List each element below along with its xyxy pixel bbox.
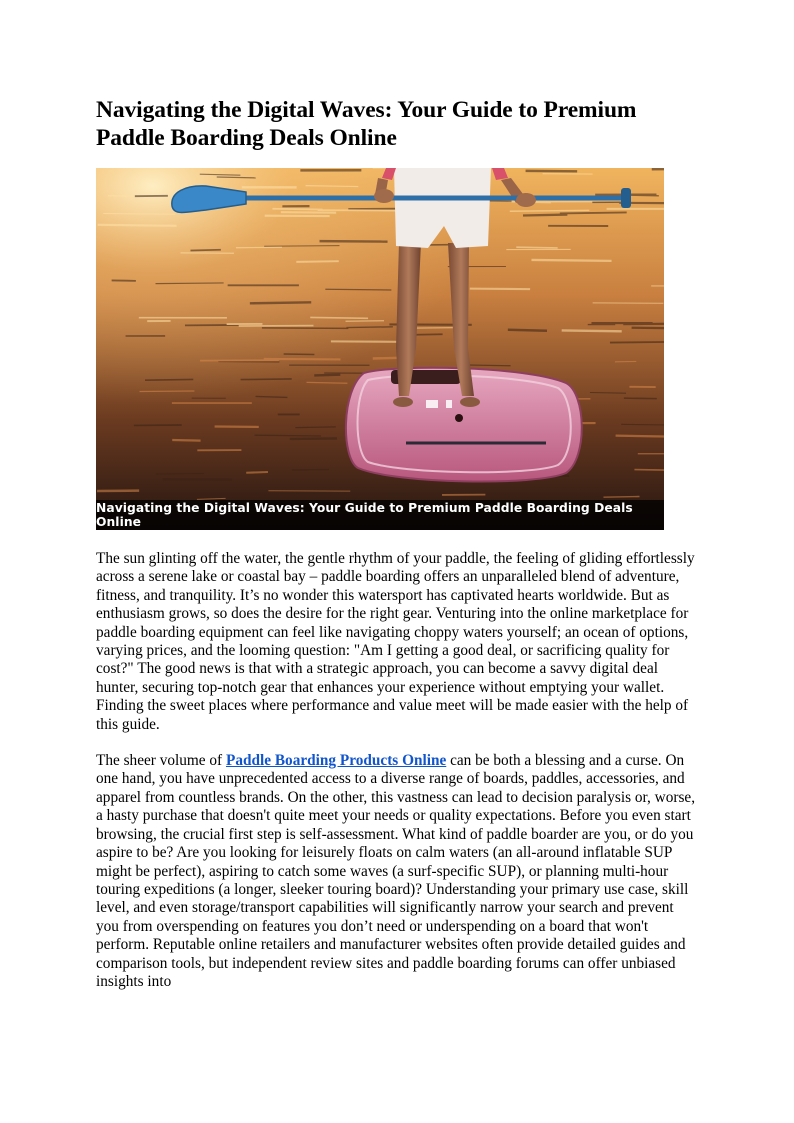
paddle-boarding-products-link[interactable]: Paddle Boarding Products Online: [225, 752, 447, 770]
ripple: [652, 169, 664, 170]
ripple: [531, 260, 611, 261]
ripple: [290, 438, 337, 439]
article-title: Navigating the Digital Waves: Your Guide to Premium Paddle Boarding Deals Online: [96, 97, 637, 151]
ripple: [623, 323, 664, 324]
ripple: [523, 215, 567, 216]
ripple: [292, 470, 329, 471]
ripple: [415, 334, 443, 335]
article: [96, 96, 700, 991]
paragraph-intro: The sun glinting off the water, the gentle rhythm of your paddle, the feeling of gliding effortlessly across a serene lake or coastal bay – paddle boarding offers an unparalleled blend of adventure, fitness, and tranquility. It’s no wonder this watersport has captivated hearts worldwide. But as enthusiasm grows, so does the desire for the right gear. Venturing into the online marketplace for paddle boarding equipment can feel like navigating choppy waters yourself; an ocean of options, varying prices, and the looming question: "Am I getting a good deal, or sacrificing quality for cost?" The good news is that with a strategic approach, you can become a savvy digital deal hunter, securing top-notch gear that enhances your experience without emptying your wallet. Finding the sweet places where performance and value meet will be made easier with the help of this guide.: [96, 550, 695, 733]
ripple: [190, 250, 220, 251]
ripple: [262, 328, 349, 329]
ripple: [610, 342, 664, 343]
ripple: [616, 436, 664, 437]
ripple: [295, 427, 336, 428]
ripple: [508, 330, 547, 331]
ripple: [241, 379, 292, 380]
ripple: [156, 474, 204, 475]
ripple: [139, 391, 194, 392]
ripple: [510, 210, 590, 211]
ripple: [590, 393, 626, 394]
ripple: [255, 435, 321, 436]
ripple: [310, 317, 368, 318]
paragraph-products: [96, 752, 700, 991]
ripple: [314, 375, 340, 376]
ripple: [632, 328, 664, 329]
ripple: [281, 212, 336, 213]
ripple: [172, 440, 200, 441]
paragraph-products-start: The sheer volume of: [96, 752, 226, 770]
ripple: [98, 225, 177, 226]
ripple: [272, 209, 322, 210]
ripple: [621, 424, 664, 425]
ripple: [603, 497, 639, 498]
ripple: [516, 247, 557, 248]
ripple: [331, 341, 407, 342]
ripple: [346, 327, 392, 328]
paragraph-products-rest: can be both a blessing and a curse. On one hand, you have unprecedented access to a diverse range of boards, paddles, accessories, and apparel from countless brands. On the other, this vastness can lead to decision paralysis or, worse, a hasty purchase that doesn't quite meet your needs or quality expectations. Before you even start browsing, the crucial first step is self-assessment. What kind of paddle boarder are you, or do you aspire to be? Are you looking for leisurely floats on calm waters (an all-around inflatable SUP might be perfect), aspiring to catch some waves (a surf-specific SUP), or planning multi-hour touring expeditions (a longer, sleeker touring board)? Understanding your primary use case, skill level, and even storage/transport capabilities will significantly narrow your search and prevent you from overspending on features you don’t need or underspending on a board that won't perform. Reputable online retailers and manufacturer websites often provide detailed guides and comparison tools, but independent review sites and paddle boarding forums can offer unbiased insights into: [96, 752, 696, 990]
ripple: [284, 354, 315, 355]
ripple: [562, 330, 622, 331]
ripple: [246, 472, 268, 473]
ripple: [346, 321, 384, 322]
paddle-board-photo: [96, 168, 664, 530]
ripple: [296, 261, 338, 262]
hero-image: [96, 168, 664, 530]
ripple: [325, 289, 391, 290]
ripple: [156, 283, 224, 284]
ripple: [470, 289, 530, 290]
ripple: [250, 302, 311, 303]
image-caption: Navigating the Digital Waves: Your Guide to Premium Paddle Boarding Deals Online: [96, 501, 633, 529]
ripple: [560, 212, 627, 213]
ripple: [624, 398, 657, 399]
image-caption-bar: [96, 500, 664, 530]
ripple: [145, 379, 193, 380]
ripple: [634, 470, 664, 471]
